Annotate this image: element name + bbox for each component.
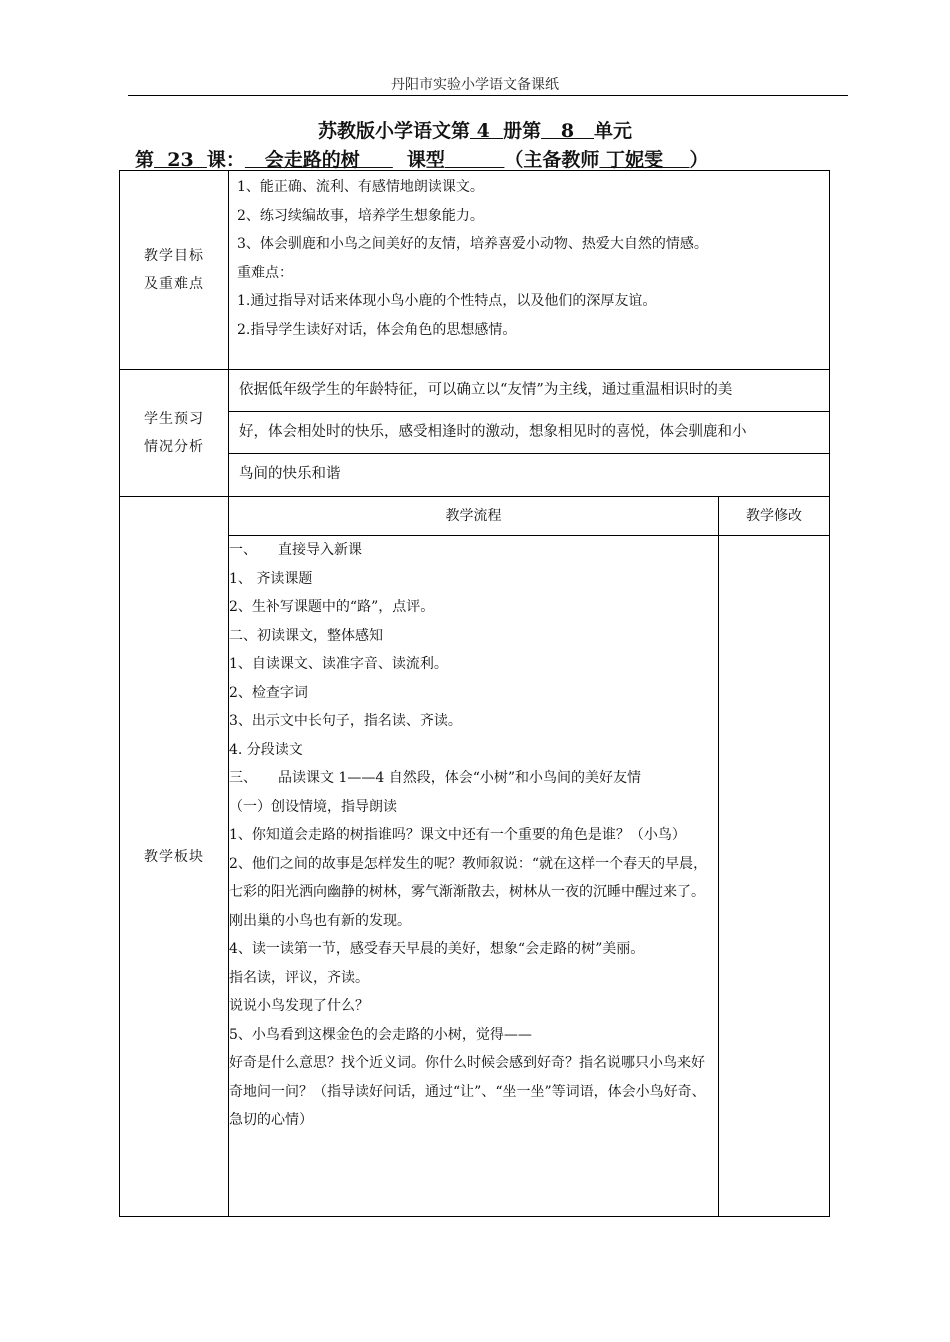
- analysis-row: [120, 370, 830, 497]
- edit-column-header: 教学修改: [719, 497, 830, 536]
- flow-line: 一、 直接导入新课: [229, 542, 362, 558]
- teacher-close: ）: [689, 149, 709, 171]
- book-number: 4: [469, 120, 504, 142]
- flow-line: 3、出示文中长句子，指名读、齐读。: [229, 713, 462, 729]
- teacher-name: 丁妮雯: [599, 149, 690, 171]
- flow-line: 4. 分段读文: [229, 741, 303, 758]
- objectives-row: [120, 171, 830, 370]
- header-divider: [128, 95, 848, 96]
- objectives-content: [229, 171, 830, 370]
- flow-line: （一）创设情境，指导朗读: [229, 798, 397, 815]
- key-point-line: 2.指导学生读好对话，体会角色的思想感情。: [237, 321, 517, 338]
- lesson-type-value: [445, 149, 505, 171]
- flow-line: 1、你知道会走路的树指谁吗？课文中还有一个重要的角色是谁？（小鸟）: [229, 827, 686, 843]
- lesson-plan-table: [119, 170, 830, 1217]
- objective-line: 1、能正确、流利、有感情地朗读课文。: [237, 179, 484, 195]
- flow-line: 4、读一读第一节，感受春天早晨的美好，想象“会走路的树”美丽。: [229, 941, 645, 957]
- objectives-label: [120, 171, 229, 370]
- flow-line: 三、 品读课文 1——4 自然段，体会“小树”和小鸟间的美好友情: [229, 770, 642, 786]
- lesson-suffix: 课：: [206, 149, 245, 171]
- unit-number: 8: [541, 120, 594, 142]
- blocks-label: 教学板块: [120, 497, 229, 1217]
- analysis-label: [120, 370, 229, 497]
- analysis-line: 好，体会相处时的快乐，感受相逢时的激动，想象相见时的喜悦，体会驯鹿和小: [229, 412, 829, 454]
- flow-line: 二、初读课文，整体感知: [229, 627, 383, 644]
- flow-line: 2、他们之间的故事是怎样发生的呢？教师叙说：“就在这样一个春天的早晨，七彩的阳光洒向幽静的树林，雾气渐渐散去，树林从一夜的沉睡中醒过来了。刚出巢的小鸟也有新的发现。: [229, 855, 708, 929]
- title-text-3: 单元: [594, 120, 633, 142]
- objectives-label-line-2: 及重难点: [144, 276, 204, 292]
- title-text-2: 册第: [503, 120, 542, 142]
- key-point-line: 1.通过指导对话来体现小鸟小鹿的个性特点，以及他们的深厚友谊。: [237, 293, 657, 309]
- lesson-prefix: 第: [135, 149, 155, 171]
- blocks-header-row: [120, 497, 830, 536]
- lesson-title: [135, 145, 709, 172]
- flow-line: 1、 齐读课题: [229, 570, 313, 587]
- lesson-number: 23: [154, 149, 207, 171]
- analysis-content: [229, 370, 830, 497]
- flow-line: 指名读，评议，齐读。: [229, 969, 369, 986]
- teacher-label: （主备教师: [504, 149, 600, 171]
- edit-content: [719, 536, 830, 1217]
- flow-line: 好奇是什么意思？找个近义词。你什么时候会感到好奇？指名说哪只小鸟来好奇地问一问？（指导读好问话，通过“让”、“坐一坐”等词语，体会小鸟好奇、急切的心情）: [229, 1055, 706, 1128]
- analysis-line: 鸟间的快乐和谐: [239, 466, 341, 482]
- analysis-line: 依据低年级学生的年龄特征，可以确立以“友情”为主线，通过重温相识时的美: [229, 370, 829, 412]
- lesson-name: 会走路的树: [244, 149, 393, 171]
- flow-line: 1、自读课文、读准字音、读流利。: [229, 656, 448, 672]
- flow-line: 2、生补写课题中的“路”，点评。: [229, 599, 435, 615]
- flow-line: 5、小鸟看到这棵金色的会走路的小树，觉得——: [229, 1026, 532, 1043]
- key-points-heading: 重难点：: [237, 264, 293, 281]
- analysis-label-line-2: 情况分析: [144, 439, 204, 455]
- objective-line: 3、体会驯鹿和小鸟之间美好的友情，培养喜爱小动物、热爱大自然的情感。: [237, 236, 708, 252]
- page-header: 丹阳市实验小学语文备课纸: [391, 77, 559, 93]
- title-text-1: 苏教版小学语文第: [317, 120, 470, 142]
- flow-column-header: 教学流程: [229, 497, 719, 536]
- lesson-type-label: 课型: [406, 149, 445, 171]
- document-title: [0, 116, 950, 143]
- flow-line: 说说小鸟发现了什么？: [229, 998, 369, 1014]
- flow-line: 2、检查字词: [229, 684, 308, 701]
- analysis-label-line-1: 学生预习: [144, 411, 204, 427]
- objective-line: 2、练习续编故事，培养学生想象能力。: [237, 207, 484, 224]
- objectives-label-line-1: 教学目标: [144, 248, 204, 264]
- flow-content: [229, 536, 719, 1217]
